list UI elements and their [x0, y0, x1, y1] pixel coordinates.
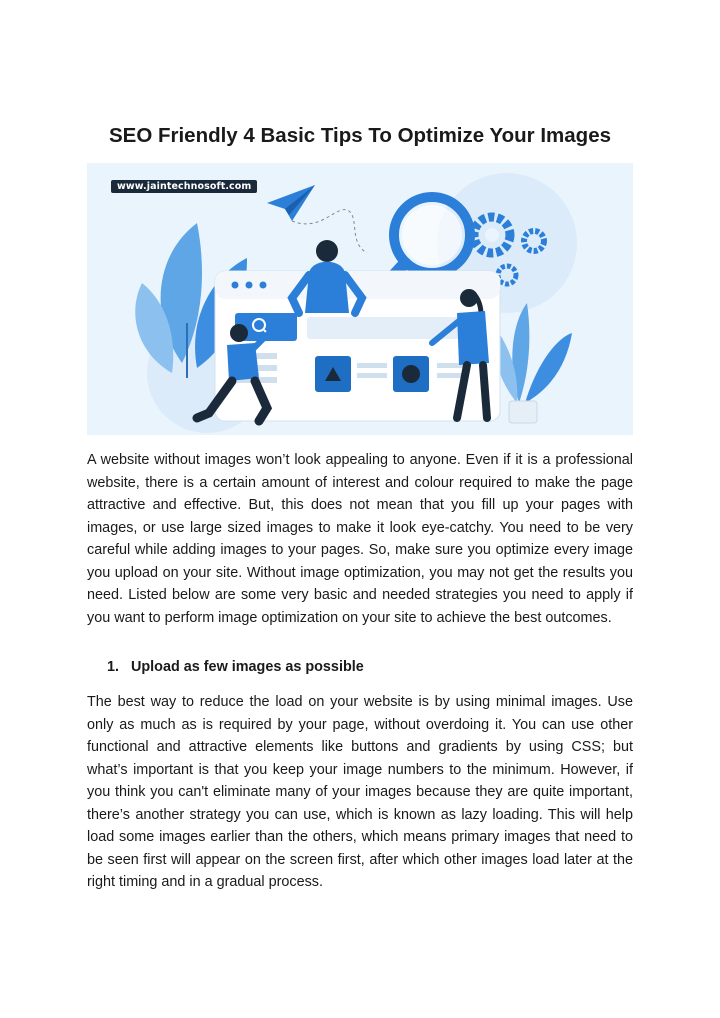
- watermark-url: www.jaintechnosoft.com: [111, 180, 257, 193]
- plant-pot-right: [496, 303, 572, 423]
- section-heading: [107, 659, 364, 675]
- section-paragraph: The best way to reduce the load on your website is by using minimal images. Use only as much as is required by your page, without overdoing it. You can use other functional and attractive elements like buttons and gradients by using CSS; but what’s important is that you keep your image numbers to the minimum. However, if you think you can't eliminate many of your images because they are quite important, there’s another strategy you can use, which is known as lazy loading. This will help load some images earlier than the others, which means primary images that need to be seen first will appear on the screen first, after which other images load later at the right timing and in a gradual process.: [87, 694, 633, 890]
- hero-illustration: [87, 163, 633, 435]
- page-title: SEO Friendly 4 Basic Tips To Optimize Your Images: [108, 124, 611, 147]
- intro-paragraph: A website without images won’t look appealing to anyone. Even if it is a professional website, there is a certain amount of interest and colour required to make the page attractive and effective. But, this does not mean that you fill up your pages with images, or use large sized images to make it look eye-catchy. You need to be very careful while adding images to your pages. So, make sure you optimize every image you upload on your site. Without image optimization, you may not get the results you need. Listed below are some very basic and needed strategies you need to apply if you want to perform image optimization on your site to achieve the best outcomes.: [87, 452, 633, 626]
- section-number: 1.: [107, 659, 120, 675]
- section-heading-text: Upload as few images as possible: [131, 659, 364, 675]
- seo-illustration: [87, 163, 633, 435]
- paper-plane-icon: [267, 185, 367, 253]
